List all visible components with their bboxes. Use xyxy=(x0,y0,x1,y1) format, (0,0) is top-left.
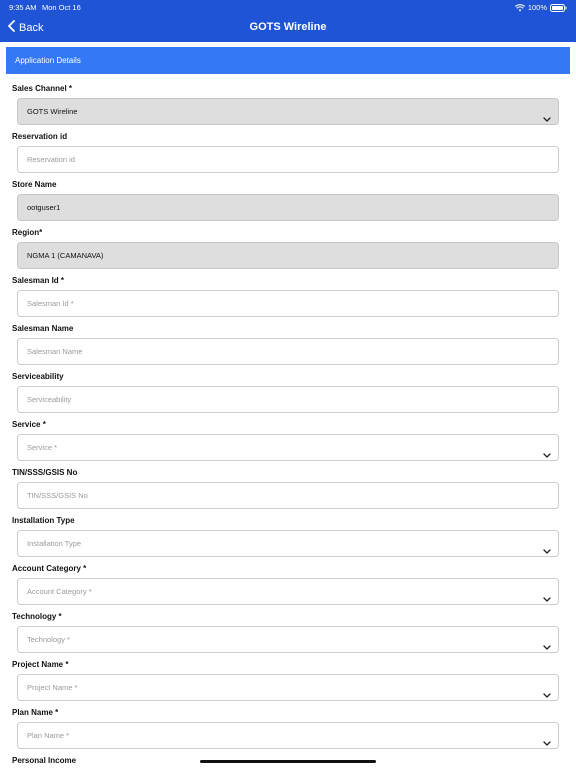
battery-icon xyxy=(550,4,567,12)
text-input[interactable] xyxy=(17,146,559,173)
form-field xyxy=(0,708,576,756)
chevron-down-icon xyxy=(543,540,551,565)
form-field xyxy=(0,132,576,180)
form-field xyxy=(0,228,576,276)
field-label: Region* xyxy=(12,228,43,237)
field-label: Sales Channel * xyxy=(12,84,73,93)
form-field xyxy=(0,84,576,132)
page-title: GOTS Wireline xyxy=(249,21,327,33)
field-placeholder: Plan Name * xyxy=(27,731,70,740)
field-placeholder: Service * xyxy=(27,443,58,452)
form-field xyxy=(0,660,576,708)
form-field xyxy=(0,468,576,516)
text-input[interactable] xyxy=(17,386,559,413)
field-label: Personal Income xyxy=(12,756,77,765)
form-field xyxy=(0,516,576,564)
dropdown-select[interactable] xyxy=(17,434,559,461)
field-label: Salesman Id * xyxy=(12,276,65,285)
field-label: TIN/SSS/GSIS No xyxy=(12,468,78,477)
field-label: Reservation id xyxy=(12,132,68,141)
field-value: ootguser1 xyxy=(27,203,61,212)
field-value: NGMA 1 (CAMANAVA) xyxy=(27,251,104,260)
home-indicator xyxy=(200,760,376,763)
status-right xyxy=(515,3,567,12)
field-label: Service * xyxy=(12,420,46,429)
dropdown-select[interactable] xyxy=(17,530,559,557)
text-input[interactable] xyxy=(17,194,559,221)
form-field xyxy=(0,612,576,660)
dropdown-select[interactable] xyxy=(17,98,559,125)
field-label: Serviceability xyxy=(12,372,64,381)
text-input[interactable] xyxy=(17,290,559,317)
form-field xyxy=(0,420,576,468)
application-form xyxy=(0,84,576,768)
dropdown-select[interactable] xyxy=(17,674,559,701)
chevron-down-icon xyxy=(543,444,551,469)
dropdown-select[interactable] xyxy=(17,722,559,749)
field-placeholder: Salesman Name xyxy=(27,347,83,356)
field-placeholder: TIN/SSS/GSIS No xyxy=(27,491,88,500)
form-field xyxy=(0,324,576,372)
field-label: Account Category * xyxy=(12,564,87,573)
form-field xyxy=(0,276,576,324)
nav-bar xyxy=(0,20,576,38)
status-time: 9:35 AM xyxy=(9,3,37,12)
field-placeholder: Installation Type xyxy=(27,539,82,548)
wifi-icon xyxy=(515,4,525,12)
field-label: Plan Name * xyxy=(12,708,59,717)
text-input[interactable] xyxy=(17,338,559,365)
back-label: Back xyxy=(19,21,44,34)
field-label: Installation Type xyxy=(12,516,75,525)
battery-percent: 100% xyxy=(527,3,547,12)
form-field xyxy=(0,180,576,228)
form-field xyxy=(0,564,576,612)
text-input[interactable] xyxy=(17,482,559,509)
field-placeholder: Technology * xyxy=(27,635,70,644)
chevron-down-icon xyxy=(543,588,551,613)
field-label: Store Name xyxy=(12,180,57,189)
chevron-down-icon xyxy=(543,732,551,757)
chevron-down-icon xyxy=(543,108,551,133)
field-label: Salesman Name xyxy=(12,324,74,333)
field-label: Technology * xyxy=(12,612,62,621)
section-header: Application Details xyxy=(6,47,570,74)
field-label: Project Name * xyxy=(12,660,69,669)
field-placeholder: Reservation id xyxy=(27,155,75,164)
dropdown-select[interactable] xyxy=(17,578,559,605)
status-date: Mon Oct 16 xyxy=(42,3,81,12)
chevron-down-icon xyxy=(543,636,551,661)
top-bar xyxy=(0,0,576,42)
field-value: GOTS Wireline xyxy=(27,107,78,116)
dropdown-select[interactable] xyxy=(17,626,559,653)
status-bar xyxy=(9,3,567,13)
chevron-down-icon xyxy=(543,684,551,709)
field-placeholder: Project Name * xyxy=(27,683,78,692)
text-input[interactable] xyxy=(17,242,559,269)
form-field xyxy=(0,372,576,420)
field-placeholder: Serviceability xyxy=(27,395,72,404)
field-placeholder: Salesman Id * xyxy=(27,299,74,308)
field-placeholder: Account Category * xyxy=(27,587,92,596)
